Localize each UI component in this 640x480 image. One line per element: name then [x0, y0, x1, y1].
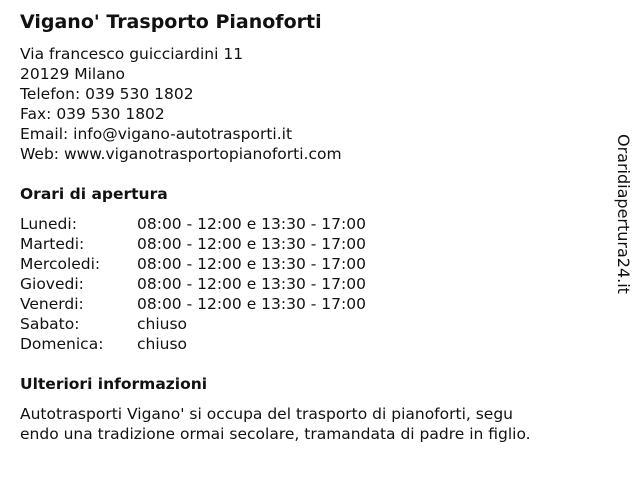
day-label: Martedi:	[20, 235, 85, 253]
hours-value: chiuso	[137, 315, 188, 333]
description-line: endo una tradizione ormai secolare, tramandata di padre in figlio.	[20, 425, 531, 443]
day-label: Domenica:	[20, 335, 104, 353]
day-label: Giovedi:	[20, 275, 84, 293]
site-brand-vertical: Oraridiapertura24.it	[614, 134, 633, 294]
phone-number: Telefon: 039 530 1802	[20, 85, 194, 103]
day-label: Sabato:	[20, 315, 80, 333]
fax-number: Fax: 039 530 1802	[20, 105, 165, 123]
description-line: Autotrasporti Vigano' si occupa del trasporto di pianoforti, segu	[20, 405, 514, 423]
opening-hours-heading: Orari di apertura	[20, 185, 168, 203]
hours-value: 08:00 - 12:00 e 13:30 - 17:00	[137, 275, 366, 293]
opening-hours-table	[20, 214, 366, 354]
hours-row-tuesday	[20, 234, 366, 254]
hours-row-wednesday	[20, 254, 366, 274]
day-label: Venerdi:	[20, 295, 84, 313]
day-label: Lunedi:	[20, 215, 77, 233]
email-address: Email: info@vigano-autotrasporti.it	[20, 125, 293, 143]
address-city: 20129 Milano	[20, 65, 126, 83]
address-street: Via francesco guicciardini 11	[20, 45, 244, 63]
business-name: Vigano' Trasporto Pianoforti	[20, 11, 322, 33]
hours-row-saturday	[20, 314, 366, 334]
day-label: Mercoledi:	[20, 255, 101, 273]
hours-value: 08:00 - 12:00 e 13:30 - 17:00	[137, 255, 366, 273]
website-address: Web: www.viganotrasportopianoforti.com	[20, 145, 342, 163]
hours-value: 08:00 - 12:00 e 13:30 - 17:00	[137, 235, 366, 253]
hours-row-sunday	[20, 334, 366, 354]
business-description	[20, 404, 600, 444]
hours-value: chiuso	[137, 335, 188, 353]
contact-block	[20, 44, 342, 164]
hours-value: 08:00 - 12:00 e 13:30 - 17:00	[137, 295, 366, 313]
hours-row-monday	[20, 214, 366, 234]
hours-value: 08:00 - 12:00 e 13:30 - 17:00	[137, 215, 366, 233]
hours-row-friday	[20, 294, 366, 314]
more-info-heading: Ulteriori informazioni	[20, 375, 208, 393]
hours-row-thursday	[20, 274, 366, 294]
